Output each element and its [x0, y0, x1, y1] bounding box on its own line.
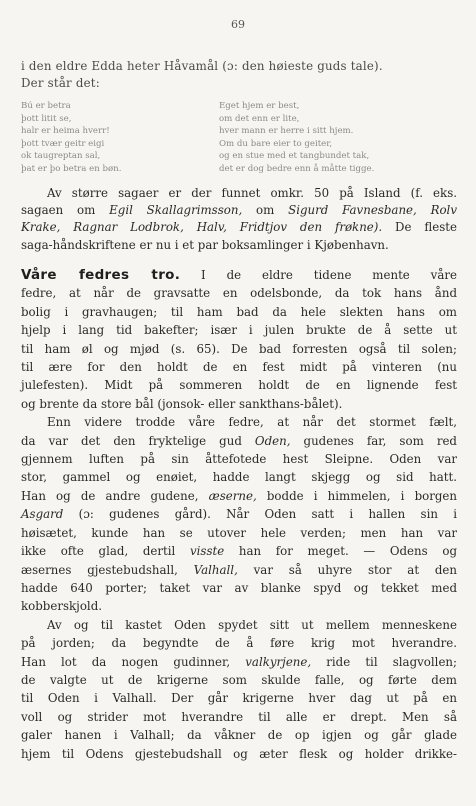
text-line: Krake, Ragnar Lodbrok, Halv, Fridtjov den frøkne). De fleste	[21, 220, 457, 235]
text-line: Han og de andre gudene, æserne, bodde i himmelen, i borgen	[21, 488, 457, 503]
text-line: æsernes gjestebudshall, Valhall, var så uhyre stor at den	[21, 562, 457, 577]
poem-line: og en stue med et tangbundet tak,	[219, 151, 370, 162]
poem-original-column	[21, 100, 195, 176]
text-line: saga-håndskriftene er nu i et par boksamlinger i Kjøbenhavn.	[21, 237, 389, 252]
poem-line: om det enn er lite,	[219, 113, 300, 124]
text-line: da var det den fryktelige gud Oden, gudenes far, som red	[21, 433, 457, 448]
poem-line: halr er heima hverr!	[21, 126, 110, 137]
poem-line: hver mann er herre i sitt hjem.	[219, 126, 354, 137]
poem-line: ok taugreptan sal,	[21, 151, 101, 162]
page-number: 69	[231, 18, 245, 31]
text-line: gjennem luften på sin åttefotede hest Sleipne. Oden var	[21, 452, 457, 467]
poem-line: þott tvær geitr eigi	[21, 138, 105, 149]
poem-block	[21, 100, 457, 176]
text-line: til ære for den holdt de en fest midt på vinteren (nu	[21, 360, 457, 375]
text-line: voll og strider mot hverandre til alle er drept. Men så	[21, 709, 457, 724]
text-line: hadde 640 porter; taket var av blanke spyd og tekket med	[21, 580, 457, 595]
text-line: ikke ofte glad, dertil visste han for meget. — Odens og	[21, 544, 457, 559]
intro-paragraph	[21, 58, 457, 92]
poem-translation-column	[219, 100, 374, 176]
poem-line: Bú er betra	[21, 101, 71, 111]
text-line: stor, gammel og enøiet, hadde langt skjegg og sid hatt.	[21, 470, 457, 485]
text-line: i den eldre Edda heter Håvamål (ɔ: den høieste guds tale).	[21, 59, 383, 73]
text-line: hjem til Odens gjestebudshall og æter flesk og holder drikke-	[21, 746, 457, 761]
poem-line: det er dog bedre enn å måtte tigge.	[219, 163, 375, 174]
poem-line: Eget hjem er best,	[219, 101, 300, 111]
text-line: Enn videre trodde våre fedre, at når det stormet fælt,	[47, 415, 457, 430]
text-line: hjelp i lang tid bakefter; især i julen brukte de å sette ut	[21, 323, 457, 338]
section-heading: Våre fedres tro.	[21, 267, 181, 283]
sagas-paragraph	[21, 185, 457, 254]
text-line: og brente da store bål (jonsok- eller sankthans-bålet).	[21, 396, 343, 411]
text-line: julefesten). Midt på sommeren holdt de en lignende fest	[21, 378, 457, 393]
text-line: fedre, at når de gravsatte en odelsbonde, da tok hans ånd	[21, 286, 457, 301]
text-line: Av og til kastet Oden spydet sitt ut mellem menneskene	[47, 617, 457, 632]
poem-line: þott litit se,	[21, 113, 72, 124]
text-line: høisætet, kunde han se utover hele verden; men han var	[21, 525, 457, 540]
text-line: bolig i gravhaugen; til ham bad da hele slekten hans om	[21, 304, 457, 319]
text-line: på jorden; da begyndte de å føre krig mot hverandre.	[21, 636, 457, 651]
section-faith	[21, 266, 457, 763]
text-line: til ham øl og mjød (s. 65). De bad forresten også til solen;	[21, 341, 457, 356]
text-line: Han lot da nogen gudinner, valkyrjene, ride til slagvollen;	[21, 654, 457, 669]
text-line: de valgte ut de krigerne som skulde falle, og førte dem	[21, 672, 457, 687]
text-line: galer hanen i Valhall; da våkner de op igjen og går glade	[21, 728, 457, 743]
text-line: til Oden i Valhall. Der går krigerne hver dag ut på en	[21, 691, 457, 706]
text-line: Der står det:	[21, 76, 100, 90]
text-line: Av større sagaer er der funnet omkr. 50 på Island (f. eks.	[47, 186, 457, 200]
text-line: Våre fedres tro. I de eldre tidene mente våre	[21, 267, 457, 283]
text-line: sagaen om Egil Skallagrimsson, om Sigurd Favnesbane, Rolv	[21, 203, 457, 218]
text-line: kobberskjold.	[21, 599, 103, 614]
text-line: Asgard (ɔ: gudenes gård). Når Oden satt i hallen sin i	[21, 507, 457, 522]
poem-line: Om du bare eier to geiter,	[219, 138, 333, 149]
poem-line: þat er þo betra en bøn.	[21, 163, 122, 174]
